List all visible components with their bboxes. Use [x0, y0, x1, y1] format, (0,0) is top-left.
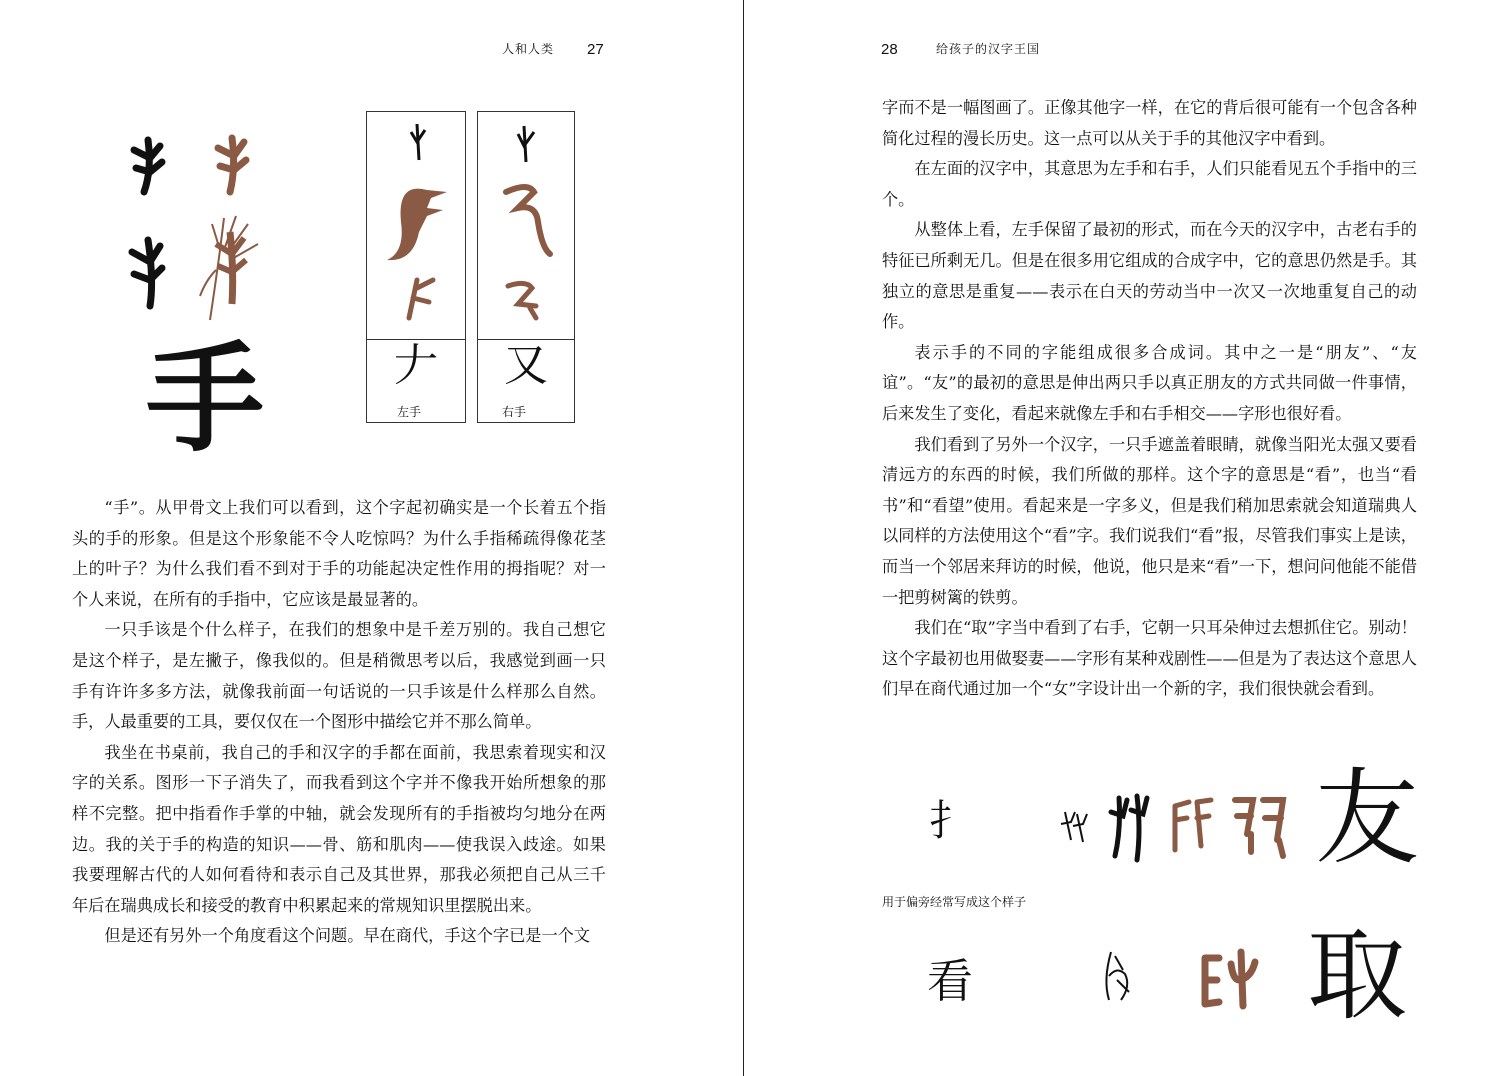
left-hand-modern-char: 𠂇 — [394, 340, 438, 391]
right-hand-caption: 右手 — [502, 405, 527, 419]
right-hand-seal-brown — [508, 283, 536, 318]
oracle-hand-brown-1 — [218, 138, 246, 192]
right-hand-bronze-brown — [506, 187, 550, 254]
modern-qu-char: 取 — [1307, 917, 1407, 1034]
left-hand-seal-brown — [409, 280, 433, 318]
left-page — [0, 0, 744, 1076]
running-title: 人和人类 — [502, 42, 555, 56]
you-bronze-brown-2 — [1235, 800, 1283, 856]
hand-radical-char: 扌 — [929, 796, 972, 845]
left-body-text — [72, 493, 606, 952]
paragraph: 一只手该是个什么样子，在我们的想象中是千差万别的。我自己想它是这个样子，是左撇子，像我似的。但是稍微思考以后，我感觉到画一只手有许许多多方法，就像我前面一句话说的一只手该是什么样那么自然。手，人最重要的工具，要仅仅在一个图形中描绘它并不那么简单。 — [72, 620, 606, 732]
oracle-hand-black-1 — [134, 140, 162, 192]
qu-bronze-brown — [1205, 952, 1255, 1006]
right-hand-modern-char: 又 — [504, 340, 548, 391]
oracle-hand-glyphs — [120, 120, 290, 340]
you-oracle-thin — [1061, 812, 1087, 842]
paragraph: 但是还有另外一个角度看这个问题。早在商代，手这个字已是一个文 — [104, 926, 591, 946]
modern-kan-char: 看 — [927, 954, 973, 1008]
qu-oracle-thin — [1106, 952, 1129, 1000]
right-page — [745, 0, 1500, 1076]
paragraph: 我们看到了另外一个汉字，一只手遮盖着眼睛，就像当阳光太强又要看清远方的东西的时候，我们所做的那样。这个字的意思是“看”，也当“看书”和“看望”使用。看起来是一字多义，但是我们稍加思索就会知道瑞典人以同样的方法使用这个“看”字。我们说我们“看”报，尽管我们事实上是读，而当一个邻居来拜访的时候，他说，他只是来“看”一下，想问问他能不能借一把剪树篱的铁剪。 — [882, 434, 1417, 607]
right-hand-oracle-black — [518, 126, 534, 162]
radical-caption: 用于偏旁经常写成这个样子 — [882, 895, 1027, 909]
right-hand-figure-box — [477, 111, 575, 423]
you-evolution-glyphs — [1057, 790, 1297, 870]
paragraph: 字而不是一幅图画了。正像其他字一样，在它的背后很可能有一个包含各种简化过程的漫长历史。这一点可以从关于手的其他汉字中看到。 — [882, 98, 1417, 148]
paragraph: 我坐在书桌前，我自己的手和汉字的手都在面前，我思索着现实和汉字的关系。图形一下子消失了，而我看到这个字并不像我开始所想象的那样不完整。把中指看作手掌的中轴，就会发现所有的手指被均匀地分在两边。我的关于手的构造的知识——骨、筋和肌肉——使我误入歧途。如果我要理解古代的人如何看待和表示自己及其世界，那我必须把自己从三千年后在瑞典成长和接受的教育中积累起来的常规知识里摆脱出来。 — [72, 742, 606, 915]
paragraph: 在左面的汉字中，其意思为左手和右手，人们只能看见五个手指中的三个。 — [882, 159, 1417, 209]
paragraph: 从整体上看，左手保留了最初的形式，而在今天的汉字中，古老右手的特征已所剩无几。但是在很多用它组成的合成字中，它的意思仍然是手。其独立的意思是重复——表示在白天的劳动当中一次又一次地重复自己的动作。 — [882, 220, 1417, 332]
oracle-hand-black-2 — [132, 240, 162, 306]
left-hand-oracle-black — [411, 124, 425, 160]
page-number: 28 — [881, 41, 898, 58]
left-hand-bronze-brown — [387, 189, 447, 260]
you-bronze-brown-1 — [1175, 800, 1211, 850]
paragraph: 表示手的不同的字能组成很多合成词。其中之一是“朋友”、“友谊”。“友”的最初的意思是伸出两只手以真正朋友的方式共同做一件事情，后来发生了变化，看起来就像左手和右手相交——字形也很好看。 — [882, 342, 1417, 423]
paragraph: 我们在“取”字当中看到了右手，它朝一只耳朵伸过去想抓住它。别动！这个字最初也用做娶妻——字形有某种戏剧性——但是为了表达这个意思人们早在商代通过加一个“女”字设计出一个新的字，我们很快就会看到。 — [882, 618, 1417, 699]
qu-evolution-glyphs — [1095, 940, 1285, 1020]
left-hand-figure-box — [366, 111, 466, 423]
modern-you-char: 友 — [1315, 757, 1420, 879]
running-title: 给孩子的汉字王国 — [936, 42, 1041, 56]
page-number: 27 — [587, 41, 604, 58]
right-body-text — [882, 93, 1417, 705]
hand-sketch-overlay — [200, 216, 258, 320]
paragraph: “手”。从甲骨文上我们可以看到，这个字起初确实是一个长着五个指头的手的形象。但是这个形象能不令人吃惊吗？为什么手指稀疏得像花茎上的叶子？为什么我们看不到对于手的功能起决定性作用的拇指呢？对一个人来说，在所有的手指中，它应该是最显著的。 — [72, 498, 606, 609]
you-oracle-bold — [1111, 796, 1147, 860]
modern-hand-char: 手 — [146, 329, 265, 468]
left-hand-caption: 左手 — [397, 405, 422, 419]
